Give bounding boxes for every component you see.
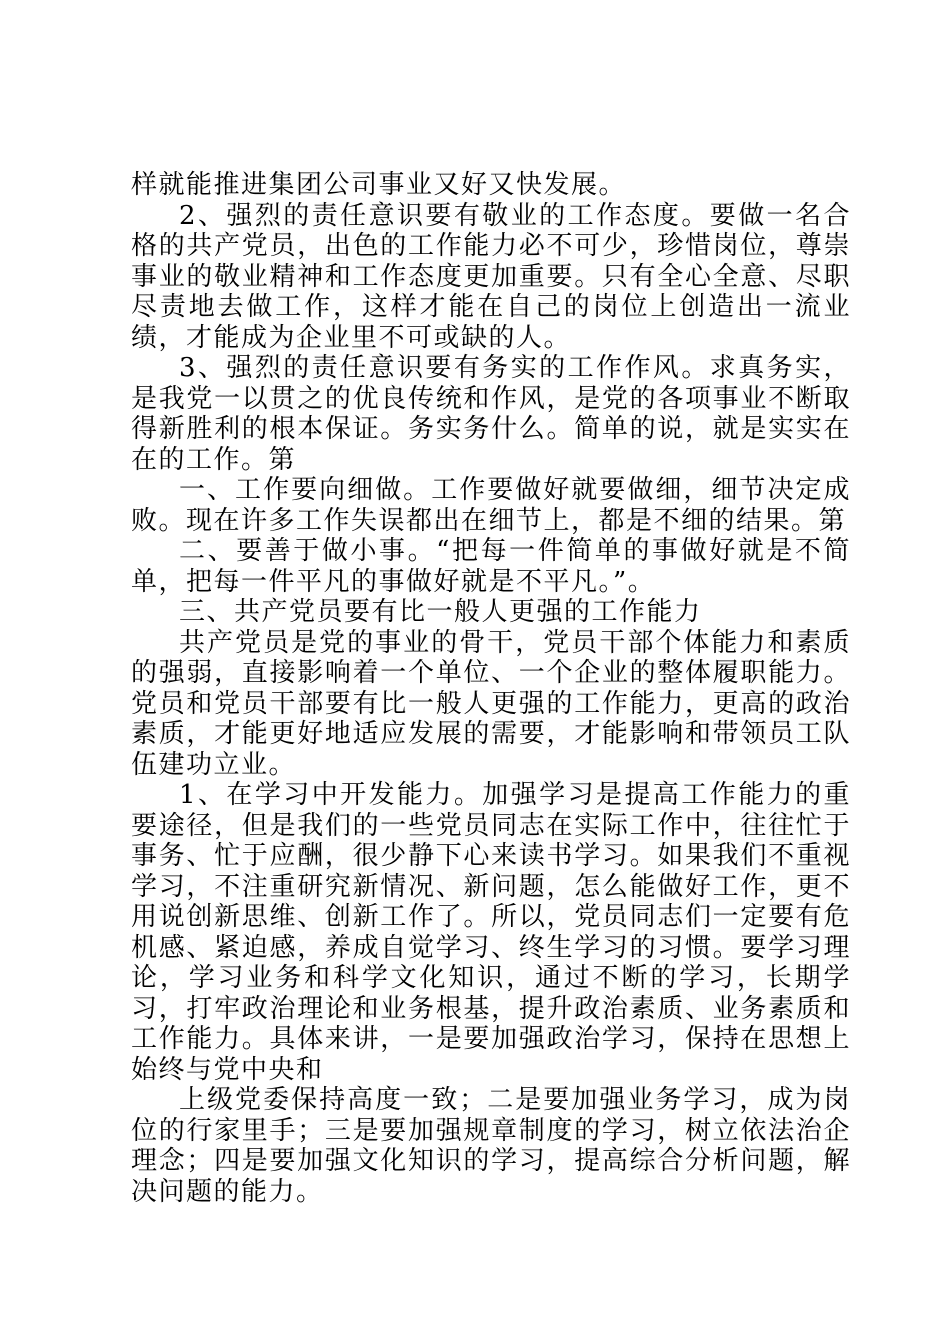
document-body	[131, 170, 851, 1207]
paragraph-4: 一、工作要向细做。工作要做好就要做细，细节决定成败。现在许多工作失误都出在细节上，都是不细的结果。第	[131, 475, 851, 536]
paragraph-5: 二、要善于做小事。“把每一件简单的事做好就是不简单，把每一件平凡的事做好就是不平凡。”。	[131, 536, 851, 597]
paragraph-8: 1、在学习中开发能力。加强学习是提高工作能力的重要途径，但是我们的一些党员同志在实际工作中，往往忙于事务、忙于应酬，很少静下心来读书学习。如果我们不重视学习，不注重研究新情况、新问题，怎么能做好工作，更不用说创新思维、创新工作了。所以，党员同志们一定要有危机感、紧迫感，养成自觉学习、终生学习的习惯。要学习理论，学习业务和科学文化知识，通过不断的学习，长期学习，打牢政治理论和业务根基，提升政治素质、业务素质和工作能力。具体来讲，一是要加强政治学习，保持在思想上始终与党中央和	[131, 780, 851, 1085]
paragraph-3: 3、强烈的责任意识要有务实的工作作风。求真务实，是我党一以贯之的优良传统和作风，是党的各项事业不断取得新胜利的根本保证。务实务什么。简单的说，就是实实在在的工作。第	[131, 353, 851, 475]
paragraph-7: 共产党员是党的事业的骨干，党员干部个体能力和素质的强弱，直接影响着一个单位、一个企业的整体履职能力。党员和党员干部要有比一般人更强的工作能力，更高的政治素质，才能更好地适应发展的需要，才能影响和带领员工队伍建功立业。	[131, 627, 851, 780]
section-heading: 三、共产党员要有比一般人更强的工作能力	[179, 597, 702, 627]
paragraph-1: 样就能推进集团公司事业又好又快发展。	[131, 170, 627, 200]
paragraph-9: 上级党委保持高度一致；二是要加强业务学习，成为岗位的行家里手；三是要加强规章制度的学习，树立依法治企理念；四是要加强文化知识的学习，提高综合分析问题，解决问题的能力。	[131, 1085, 851, 1207]
paragraph-2: 2、强烈的责任意识要有敬业的工作态度。要做一名合格的共产党员，出色的工作能力必不可少，珍惜岗位，尊崇事业的敬业精神和工作态度更加重要。只有全心全意、尽职尽责地去做工作，这样才能在自己的岗位上创造出一流业绩，才能成为企业里不可或缺的人。	[131, 200, 851, 353]
